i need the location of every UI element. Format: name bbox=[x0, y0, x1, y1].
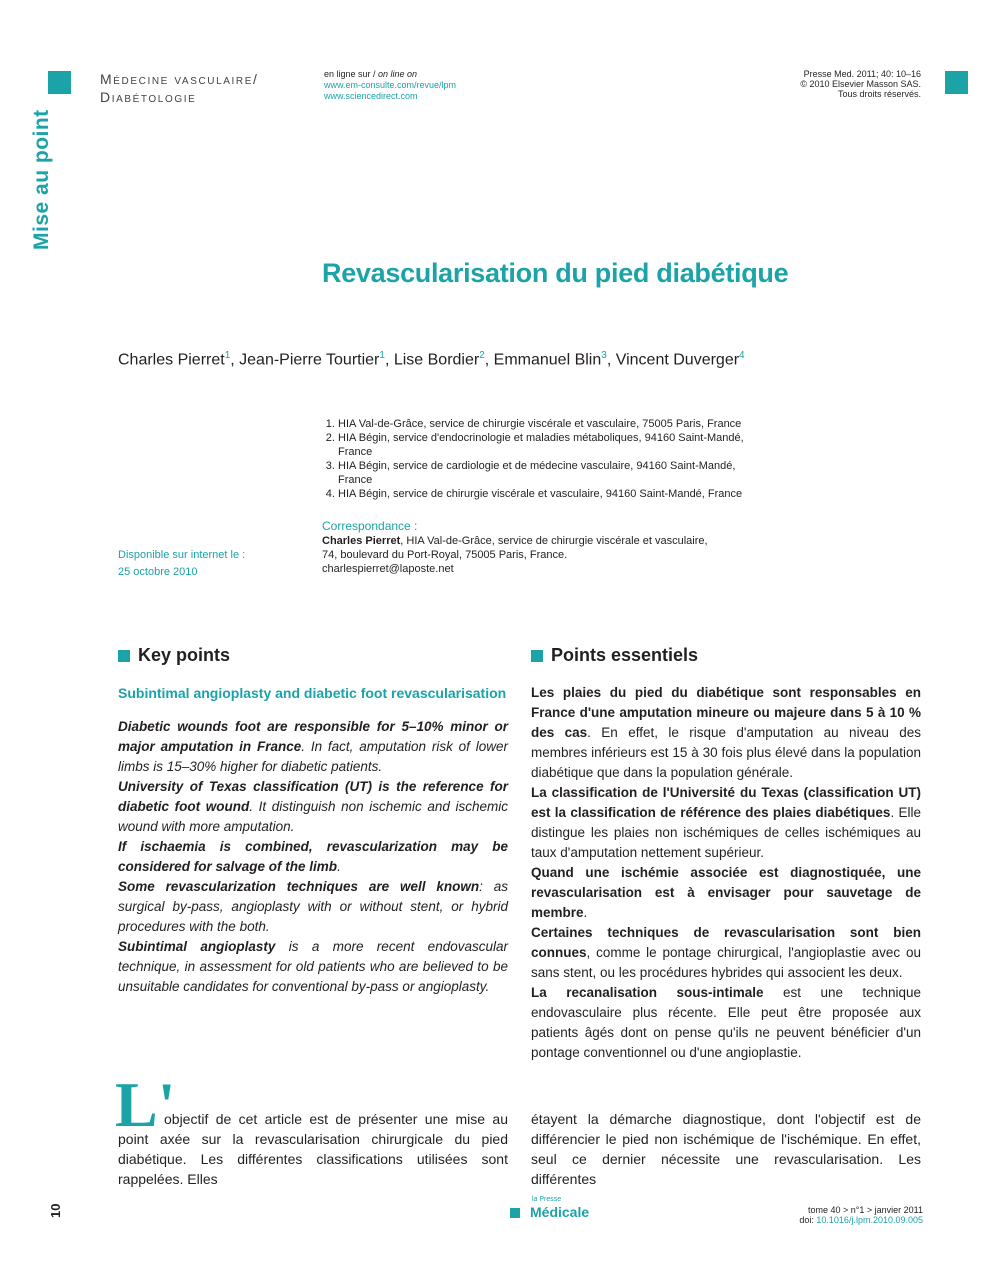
corner-square-right bbox=[945, 71, 968, 94]
available-date: 25 octobre 2010 bbox=[118, 566, 198, 578]
point-emphasis: Some revascularization techniques are well known bbox=[118, 879, 480, 894]
point-emphasis: Certaines techniques de revascularisation sont bien connues bbox=[531, 925, 921, 960]
correspondence-email[interactable]: charlespierret@laposte.net bbox=[322, 563, 454, 575]
section-line-1: Médecine vasculaire/ bbox=[100, 71, 259, 87]
author-name: Lise Bordier bbox=[393, 351, 480, 369]
online-label-en: on line on bbox=[378, 69, 418, 79]
author-separator: , bbox=[484, 351, 494, 369]
author-separator: , bbox=[384, 351, 394, 369]
point-text: . In fact, amputation risk of lower limbs is 15–30% higher for diabetic patients. bbox=[118, 739, 508, 774]
available-label: Disponible sur internet le : bbox=[118, 549, 246, 561]
point-paragraph bbox=[118, 777, 508, 837]
key-points-box bbox=[118, 645, 508, 997]
issue-info: tome 40 > n°1 > janvier 2011 bbox=[807, 1205, 923, 1215]
point-emphasis: Subintimal angioplasty bbox=[118, 939, 276, 954]
point-text: . It distinguish non ischemic and ischemic wound with more amputation. bbox=[118, 799, 508, 834]
point-text: . Elle distingue les plaies non ischémiques de celles ischémiques au taux d'amputation nettement supérieur. bbox=[531, 805, 922, 860]
point-emphasis: University of Texas classification (UT) is the reference for diabetic foot wound bbox=[118, 779, 508, 814]
author-name: Charles Pierret bbox=[118, 351, 225, 369]
point-emphasis: If ischaemia is combined, revascularization may be considered for salvage of the limb bbox=[118, 839, 508, 874]
point-emphasis: Les plaies du pied du diabétique sont responsables en France d'une amputation mineure ou majeure dans 5 à 10 % des cas bbox=[531, 685, 921, 740]
body-text-left bbox=[118, 1109, 508, 1189]
logo-square-icon bbox=[510, 1208, 520, 1218]
author-affiliation-ref: 2 bbox=[479, 350, 485, 361]
square-bullet-icon bbox=[531, 650, 543, 662]
point-text: : as surgical by-pass, angioplasty with or without stent, or hybrid procedures with the both. bbox=[118, 879, 509, 934]
online-link-sciencedirect[interactable]: www.sciencedirect.com bbox=[324, 91, 418, 101]
section-heading bbox=[100, 70, 259, 106]
key-points-heading: Key points bbox=[138, 645, 231, 665]
affiliation-item: 1. HIA Val-de-Grâce, service de chirurgie viscérale et vasculaire, 75005 Paris, France bbox=[338, 417, 752, 431]
point-paragraph bbox=[531, 923, 921, 983]
affiliation-item: 2. HIA Bégin, service d'endocrinologie et maladies métaboliques, 94160 Saint-Mandé, France bbox=[338, 431, 752, 459]
point-paragraph bbox=[531, 683, 921, 783]
affiliation-item: 4. HIA Bégin, service de chirurgie viscérale et vasculaire, 94160 Saint-Mandé, France bbox=[338, 487, 752, 501]
correspondence-name: Charles Pierret bbox=[322, 535, 401, 547]
point-emphasis: La classification de l'Université du Texas (classification UT) est la classification de référence des plaies diabétiques bbox=[531, 785, 921, 820]
points-essentiels-heading: Points essentiels bbox=[551, 645, 699, 665]
point-paragraph bbox=[118, 837, 508, 877]
copyright: © 2010 Elsevier Masson SAS. bbox=[800, 79, 921, 89]
footer-reference bbox=[799, 1205, 923, 1225]
online-info bbox=[324, 69, 456, 102]
point-paragraph bbox=[531, 983, 921, 1063]
author-name: Emmanuel Blin bbox=[493, 351, 602, 369]
point-paragraph bbox=[118, 937, 508, 997]
rights: Tous droits réservés. bbox=[837, 89, 921, 99]
affiliations bbox=[322, 417, 752, 501]
author-name: Jean-Pierre Tourtier bbox=[239, 351, 380, 369]
logo-big-text: Médicale bbox=[530, 1204, 590, 1220]
point-paragraph bbox=[531, 783, 921, 863]
point-emphasis: Quand une ischémie associée est diagnostiquée, une revascularisation est à envisager pour sauvetage de membre bbox=[531, 865, 921, 920]
doi-link[interactable]: 10.1016/j.lpm.2010.09.005 bbox=[816, 1215, 923, 1225]
point-paragraph bbox=[118, 877, 508, 937]
point-paragraph bbox=[118, 717, 508, 777]
section-line-2: Diabétologie bbox=[100, 89, 197, 105]
authors bbox=[118, 350, 745, 369]
author-affiliation-ref: 4 bbox=[739, 350, 745, 361]
point-text: . En effet, le risque d'amputation au niveau des membres inférieurs est 15 à 30 fois plus élevé dans la population diabétique que dans la population générale. bbox=[531, 725, 921, 780]
doi-label: doi: bbox=[799, 1215, 817, 1225]
author-separator: , bbox=[230, 351, 240, 369]
points-essentiels-box bbox=[531, 645, 921, 1063]
body-text-right: étayent la démarche diagnostique, dont l'objectif est de différencier le pied non ischémique de l'ischémique. En effet, seul ce dernier nécessite une revascularisation. Les différentes bbox=[531, 1111, 921, 1187]
online-link-emconsulte[interactable]: www.em-consulte.com/revue/lpm bbox=[324, 80, 457, 90]
logo-small-text: la Presse bbox=[532, 1196, 562, 1203]
drop-cap: L' bbox=[115, 1069, 176, 1140]
author-affiliation-ref: 1 bbox=[224, 350, 231, 361]
key-points-subtitle: Subintimal angioplasty and diabetic foot revascularisation bbox=[118, 685, 507, 701]
point-emphasis: La recanalisation sous-intimale bbox=[531, 985, 764, 1000]
journal-logo bbox=[510, 1196, 589, 1220]
point-text: , comme le pontage chirurgical, l'angioplastie avec ou sans stent, ou les procédures hybrides qui associent les deux. bbox=[531, 945, 921, 980]
correspondence-heading: Correspondance : bbox=[322, 519, 418, 533]
correspondence bbox=[322, 519, 742, 576]
point-text: est une technique endovasculaire plus récente. Elle peut être proposée aux patients âgés dont on pense qu'ils ne peuvent bénéficier d'un pontage conventionnel ou d'une angioplastie. bbox=[531, 985, 921, 1060]
point-text: is a more recent endovascular technique, in assessment for old patients who are believed to be unsuitable candidates for conventional by-pass or angioplasty. bbox=[118, 939, 508, 994]
point-emphasis: Diabetic wounds foot are responsible for 5–10% minor or major amputation in France bbox=[118, 719, 508, 754]
points-essentiels-body bbox=[531, 683, 921, 1063]
page-number: 10 bbox=[48, 1203, 63, 1218]
key-points-body bbox=[118, 717, 508, 997]
point-paragraph bbox=[531, 863, 921, 923]
journal-reference bbox=[800, 69, 921, 99]
author-affiliation-ref: 1 bbox=[379, 350, 385, 361]
author-affiliation-ref: 3 bbox=[601, 350, 607, 361]
availability bbox=[118, 547, 245, 581]
body-left-text: objectif de cet article est de présenter une mise au point axée sur la revascularisation chirurgicale du pied diabétique. Les différentes classifications utilisées sont rappelées. Elles bbox=[118, 1111, 508, 1187]
affiliation-item: 3. HIA Bégin, service de cardiologie et de médecine vasculaire, 94160 Saint-Mandé, France bbox=[338, 459, 752, 487]
journal-citation: Presse Med. 2011; 40: 10–16 bbox=[803, 69, 921, 79]
online-label-fr: en ligne sur / bbox=[324, 69, 379, 79]
author-separator: , bbox=[606, 351, 616, 369]
square-bullet-icon bbox=[118, 650, 130, 662]
point-text: . bbox=[337, 859, 341, 874]
article-title: Revascularisation du pied diabétique bbox=[322, 258, 789, 288]
author-name: Vincent Duverger bbox=[615, 351, 740, 369]
point-text: . bbox=[583, 905, 588, 920]
correspondence-address-2: 74, boulevard du Port-Royal, 75005 Paris, France. bbox=[322, 549, 568, 561]
correspondence-address-1: , HIA Val-de-Grâce, service de chirurgie viscérale et vasculaire, bbox=[400, 535, 708, 547]
sidebar-label: Mise au point bbox=[30, 109, 53, 250]
